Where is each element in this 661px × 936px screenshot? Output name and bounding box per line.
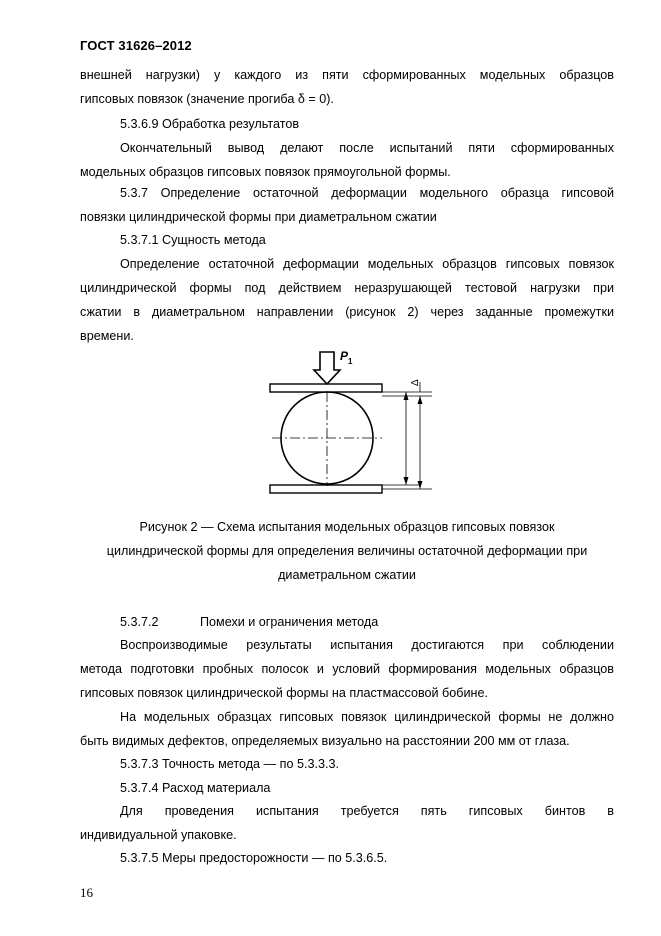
paragraph-line: модельных образцов гипсовых повязок прямоугольной формы. (80, 165, 451, 179)
paragraph-line: сжатии в диаметральном направлении (рисунок 2) через заданные промежутки (80, 305, 614, 319)
section-heading: Помехи и ограничения метода (200, 615, 379, 629)
delta-label: Δ (410, 379, 421, 386)
paragraph-line: индивидуальной упаковке. (80, 828, 237, 842)
dimension-arrowhead (404, 477, 409, 485)
paragraph-line: времени. (80, 329, 134, 343)
bottom-plate (270, 485, 382, 493)
section-number: 5.3.7.2 (120, 615, 159, 629)
figure-caption: цилиндрической формы для определения величины остаточной деформации при (106, 544, 588, 558)
paragraph-line: Воспроизводимые результаты испытания достигаются при соблюдении (120, 638, 614, 652)
paragraph-line: На модельных образцах гипсовых повязок цилиндрической формы не должно (120, 710, 614, 724)
section-heading: повязки цилиндрической формы при диаметральном сжатии (80, 210, 437, 224)
section-heading: 5.3.7.3 Точность метода — по 5.3.3.3. (120, 757, 339, 771)
paragraph-line: метода подготовки пробных полосок и условий формирования модельных образцов (80, 662, 614, 676)
section-heading: 5.3.7.5 Меры предосторожности — по 5.3.6.5. (120, 851, 388, 865)
figure-2-diagram (260, 346, 440, 498)
section-heading: 5.3.6.9 Обработка результатов (120, 117, 300, 131)
paragraph-line: гипсовых повязок (значение прогиба δ = 0). (80, 92, 334, 106)
page-number: 16 (80, 885, 93, 900)
load-subscript: 1 (348, 357, 353, 366)
paragraph-line: быть видимых дефектов, определяемых визуально на расстоянии 200 мм от глаза. (80, 734, 570, 748)
section-heading: 5.3.7 Определение остаточной деформации модельного образца гипсовой (120, 186, 614, 200)
paragraph-line: Окончательный вывод делают после испытаний пяти сформированных (120, 141, 614, 155)
paragraph-line: Для проведения испытания требуется пять гипсовых бинтов в (120, 804, 614, 818)
paragraph-line: Определение остаточной деформации модельных образцов гипсовых повязок (120, 257, 614, 271)
section-heading: 5.3.7.1 Сущность метода (120, 233, 266, 247)
section-heading: 5.3.7.4 Расход материала (120, 781, 271, 795)
paragraph-line: гипсовых повязок цилиндрической формы на пластмассовой бобине. (80, 686, 488, 700)
document-header: ГОСТ 31626–2012 (80, 38, 192, 53)
load-arrow (314, 352, 340, 384)
paragraph-line: внешней нагрузки) у каждого из пяти сформированных модельных образцов (80, 68, 614, 82)
figure-caption: Рисунок 2 — Схема испытания модельных образцов гипсовых повязок (139, 520, 555, 534)
load-label: P (340, 349, 349, 363)
top-plate (270, 384, 382, 392)
figure-caption: диаметральном сжатии (278, 568, 416, 582)
paragraph-line: цилиндрической формы под действием неразрушающей тестовой нагрузки при (80, 281, 614, 295)
